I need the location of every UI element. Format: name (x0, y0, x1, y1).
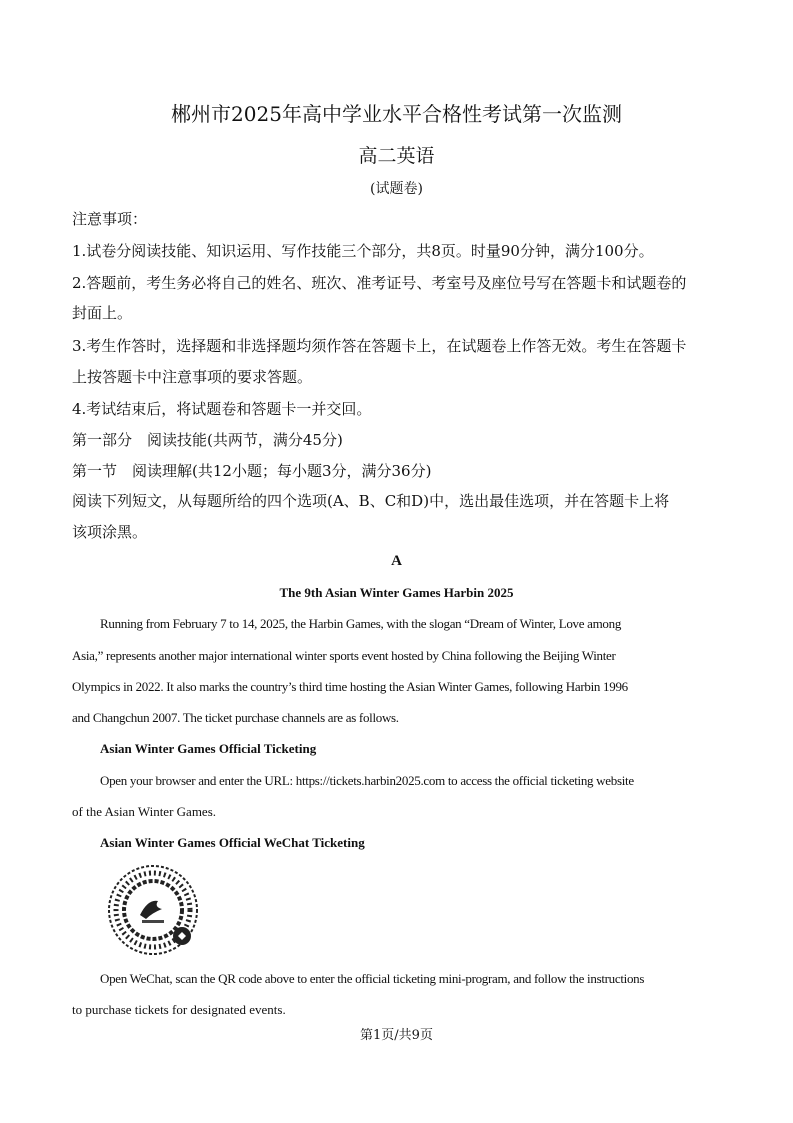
paragraph-1-line-2: Asia,” represents another major international winter sports event hosted by China following the Beijing Winter (72, 648, 616, 663)
paragraph-3-line-1: Open WeChat, scan the QR code above to enter the official ticketing mini-program, and follow the instructions (100, 971, 645, 986)
page-number: 第1页/共9页 (360, 1028, 433, 1043)
wechat-mini-program-qr-code (100, 863, 206, 958)
passage-letter: A (391, 553, 402, 569)
note-4: 4.考试结束后，将试题卷和答题卡一并交回。 (72, 400, 372, 418)
section-1-heading: 第一节 阅读理解(共12小题；每小题3分，满分36分) (72, 462, 432, 480)
ticketing-heading-2: Asian Winter Games Official WeChat Ticketing (100, 835, 365, 850)
passage-title: The 9th Asian Winter Games Harbin 2025 (279, 585, 514, 600)
paragraph-2-line-2: of the Asian Winter Games. (72, 804, 217, 819)
paper-type: (试题卷) (370, 181, 423, 197)
note-1: 1.试卷分阅读技能、知识运用、写作技能三个部分，共8页。时量90分钟，满分100分。 (72, 242, 654, 260)
note-3-line-1: 3.考生作答时，选择题和非选择题均须作答在答题卡上，在试题卷上作答无效。考生在答题卡 (72, 337, 687, 355)
instructions-line-1: 阅读下列短文，从每题所给的四个选项(A、B、C和D)中，选出最佳选项，并在答题卡上将 (72, 492, 670, 510)
part-1-heading: 第一部分 阅读技能(共两节，满分45分) (72, 431, 343, 449)
paragraph-1-line-3: Olympics in 2022. It also marks the country’s third time hosting the Asian Winter Games, following Harbin 1996 (72, 679, 628, 694)
note-2-line-1: 2.答题前，考生务必将自己的姓名、班次、准考证号、考室号及座位号写在答题卡和试题卷的 (72, 274, 687, 292)
paragraph-2-line-1: Open your browser and enter the URL: https://tickets.harbin2025.com to access the official ticketing website (100, 773, 634, 788)
ticketing-heading-1: Asian Winter Games Official Ticketing (100, 741, 317, 756)
exam-title: 郴州市2025年高中学业水平合格性考试第一次监测 (171, 102, 622, 126)
notes-heading: 注意事项： (72, 210, 148, 228)
paragraph-1-line-1: Running from February 7 to 14, 2025, the Harbin Games, with the slogan “Dream of Winter, Love among (100, 616, 622, 631)
note-3-line-2: 上按答题卡中注意事项的要求答题。 (72, 368, 313, 386)
paragraph-1-line-4: and Changchun 2007. The ticket purchase channels are as follows. (72, 710, 399, 725)
subject-title: 高二英语 (358, 145, 435, 167)
instructions-line-2: 该项涂黑。 (72, 523, 148, 541)
note-2-line-2: 封面上。 (72, 304, 133, 322)
paragraph-3-line-2: to purchase tickets for designated events. (72, 1002, 286, 1017)
